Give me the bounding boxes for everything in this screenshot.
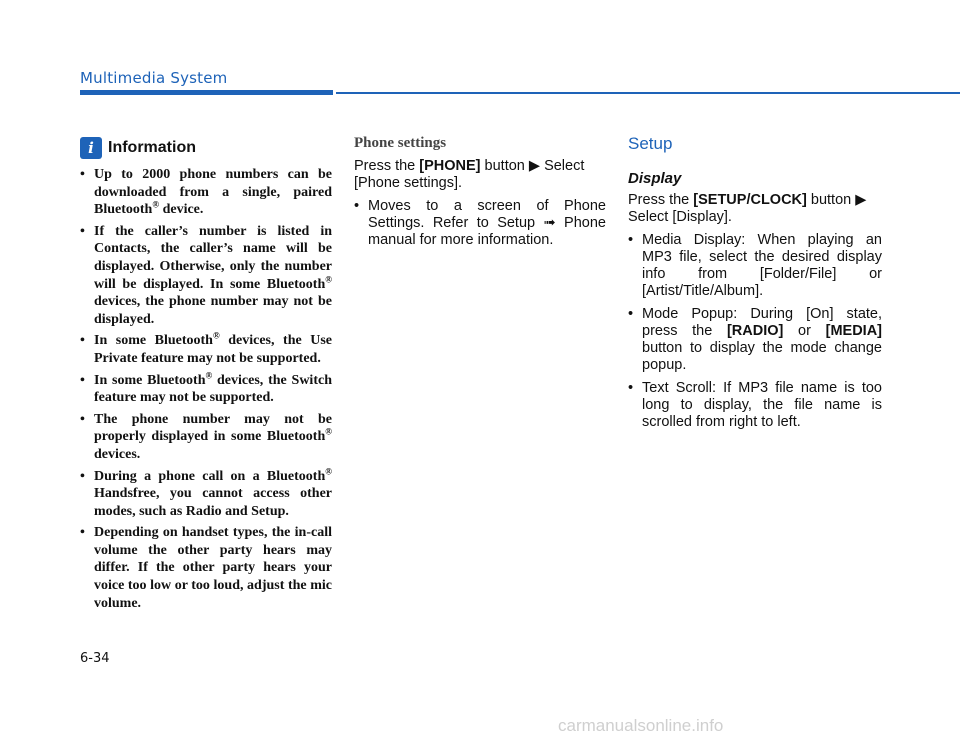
info-icon: i	[80, 137, 102, 159]
setup-column	[628, 134, 882, 437]
page-number: 6-34	[80, 651, 110, 666]
list-item: • In some Bluetooth® devices, the Use Private feature may not be supported.	[80, 332, 332, 367]
information-heading	[80, 134, 332, 162]
list-item: • Depending on handset types, the in-call volume the other party hears may differ. If the other party hears your voice too low or too loud, adjust the mic volume.	[80, 524, 332, 612]
list-item: • During a phone call on a Bluetooth® Handsfree, you cannot access other modes, such as Radio and Setup.	[80, 468, 332, 521]
header-rule-thin	[336, 92, 960, 94]
display-subtitle: Display	[628, 170, 682, 187]
section-header-title: Multimedia System	[80, 69, 228, 87]
list-item: • Moves to a screen of Phone Settings. Refer to Setup ➟ Phone manual for more information.	[354, 198, 606, 249]
phone-settings-list	[354, 198, 606, 249]
list-item: • Media Display: When playing an MP3 file, select the desired display info from [Folder/File] or [Artist/Title/Album].	[628, 232, 882, 300]
list-item: • Text Scroll: If MP3 file name is too long to display, the file name is scrolled from right to left.	[628, 380, 882, 431]
list-item: • In some Bluetooth® devices, the Switch feature may not be supported.	[80, 372, 332, 407]
setup-title: Setup	[628, 134, 673, 153]
list-item: • Mode Popup: During [On] state, press the [RADIO] or [MEDIA] button to display the mode change popup.	[628, 306, 882, 374]
header-rule-thick	[80, 90, 333, 95]
information-title: Information	[108, 139, 196, 156]
setup-list	[628, 232, 882, 431]
radio-key-label: [RADIO]	[726, 323, 784, 339]
setup-intro: Press the [SETUP/CLOCK] button ▶ Select [Display].	[628, 192, 867, 225]
phone-settings-heading: Phone settings	[354, 135, 447, 151]
phone-settings-column	[354, 134, 606, 255]
information-column	[80, 134, 332, 616]
watermark: carmanualsonline.info	[558, 716, 724, 735]
list-item: • Up to 2000 phone numbers can be downloaded from a single, paired Bluetooth® device.	[80, 166, 332, 219]
phone-settings-intro: Press the [PHONE] button ▶ Select [Phone settings].	[354, 158, 585, 191]
list-item: • The phone number may not be properly displayed in some Bluetooth® devices.	[80, 411, 332, 464]
setup-clock-key-label: [SETUP/CLOCK]	[693, 192, 807, 208]
list-item: • If the caller’s number is listed in Contacts, the caller’s name will be displayed. Otherwise, only the number will be displayed. In some Bluetooth® devices, the phone number may not be displayed.	[80, 223, 332, 329]
phone-key-label: [PHONE]	[419, 158, 481, 174]
media-key-label: [MEDIA]	[825, 323, 882, 339]
information-list	[80, 166, 332, 612]
